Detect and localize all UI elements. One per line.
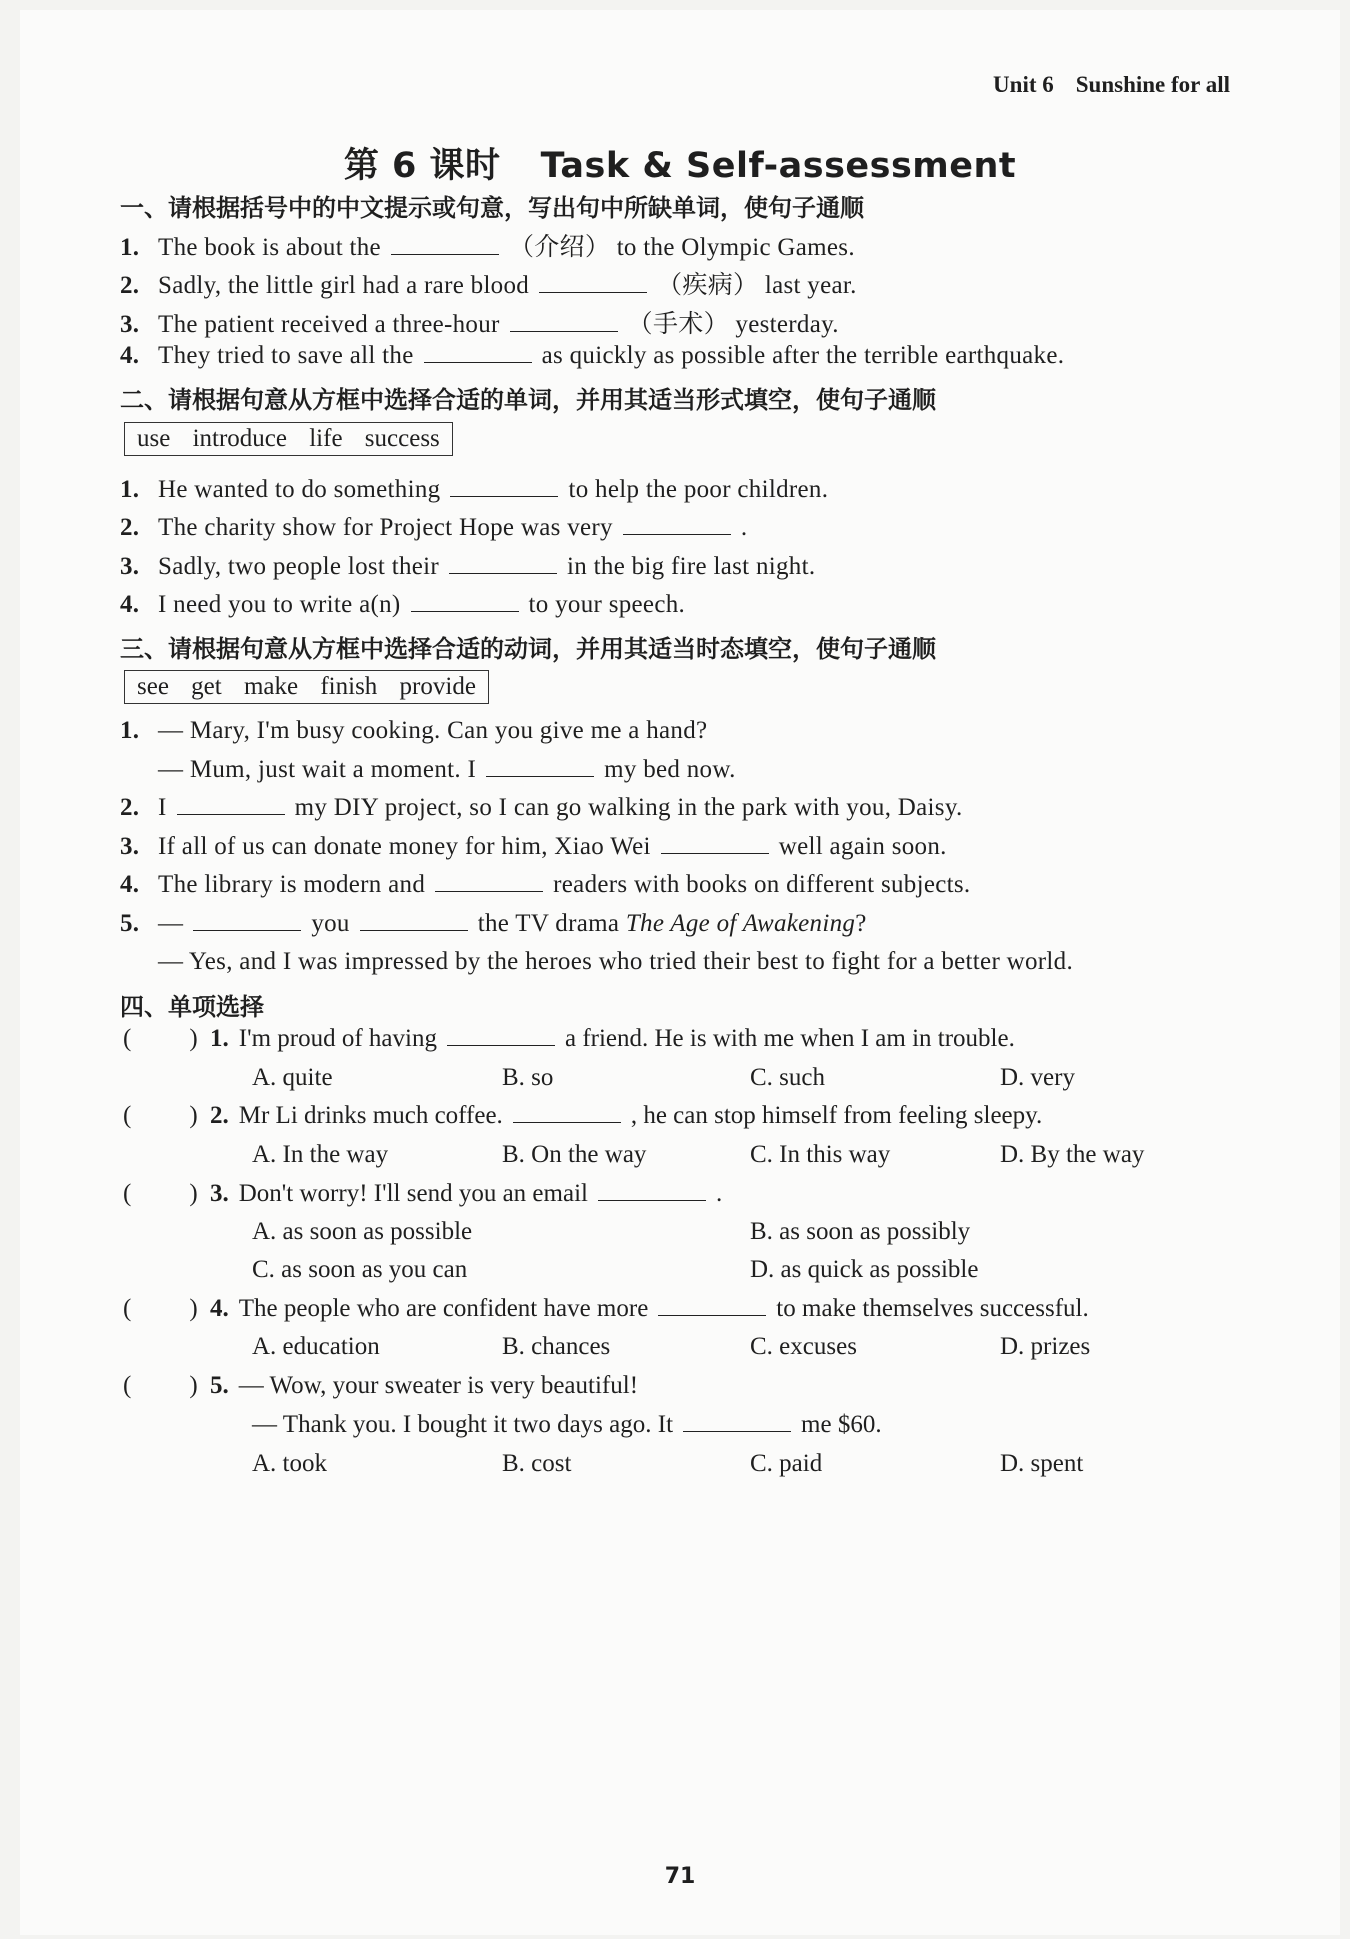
answer-blank[interactable] [539,291,647,293]
word-box: use introduce life success [124,422,453,456]
answer-blank[interactable] [449,572,557,574]
s3-item-1a: 1. — Mary, I'm busy cooking. Can you give me a hand? [120,717,708,744]
section2-heading: 二、请根据句意从方框中选择合适的单词，并用其适当形式填空，使句子通顺 [120,386,936,414]
s4-q4: 4. The people who are confident have more to make themselves successful. [210,1295,1089,1322]
s2-item-1: 1. He wanted to do something to help the poor children. [120,476,829,503]
answer-blank[interactable] [598,1199,706,1201]
s2-item-2: 2. The charity show for Project Hope was very . [120,514,748,541]
answer-blank[interactable] [193,929,301,931]
s2-item-4: 4. I need you to write a(n) to your speech. [120,591,686,618]
s4-q2: 2. Mr Li drinks much coffee. , he can stop himself from feeling sleepy. [210,1102,1043,1129]
answer-blank[interactable] [435,890,543,892]
option-a[interactable]: A. In the way [252,1141,389,1168]
option-d[interactable]: D. as quick as possible [750,1256,979,1283]
option-b[interactable]: B. On the way [502,1141,647,1168]
answer-bracket[interactable]: ( ) [123,1295,198,1322]
option-c[interactable]: C. paid [750,1450,823,1477]
option-a[interactable]: A. took [252,1450,327,1477]
verb-box: see get make finish provide [124,670,489,704]
s4-q5a: 5. — Wow, your sweater is very beautiful! [210,1372,639,1399]
answer-blank[interactable] [177,813,285,815]
answer-blank[interactable] [411,610,519,612]
s2-item-3: 3. Sadly, two people lost their in the big fire last night. [120,553,816,580]
option-c[interactable]: C. excuses [750,1333,857,1360]
option-b[interactable]: B. so [502,1064,554,1091]
page-number: 71 [664,1864,696,1889]
option-c[interactable]: C. In this way [750,1141,891,1168]
option-b[interactable]: B. chances [502,1333,611,1360]
option-d[interactable]: D. very [1000,1064,1075,1091]
option-b[interactable]: B. cost [502,1450,572,1477]
unit-label: Unit 6 [993,72,1054,97]
answer-blank[interactable] [447,1044,555,1046]
s3-item-5b: — Yes, and I was impressed by the heroes who tried their best to fight for a better world. [158,948,1073,975]
s3-item-4: 4. The library is modern and readers with books on different subjects. [120,871,971,898]
section1-heading: 一、请根据括号中的中文提示或句意，写出句中所缺单词，使句子通顺 [120,194,864,222]
lesson-number: 第 6 课时 [343,146,501,186]
lesson-title [20,138,1340,188]
answer-blank[interactable] [486,775,594,777]
option-c[interactable]: C. such [750,1064,825,1091]
s4-q1: 1. I'm proud of having a friend. He is with me when I am in trouble. [210,1025,1015,1052]
answer-blank[interactable] [661,852,769,854]
answer-blank[interactable] [658,1314,766,1316]
s1-item-3: 3. The patient received a three-hour （手术） yesterday. [120,311,839,338]
option-c[interactable]: C. as soon as you can [252,1256,468,1283]
drama-title: The Age of Awakening [625,910,856,937]
s3-item-2: 2. I my DIY project, so I can go walking in the park with you, Daisy. [120,794,963,821]
s1-item-2: 2. Sadly, the little girl had a rare blood （疾病） last year. [120,272,857,299]
answer-blank[interactable] [391,253,499,255]
lesson-topic: Task & Self-assessment [540,146,1017,186]
answer-blank[interactable] [513,1121,621,1123]
s4-q5b: — Thank you. I bought it two days ago. It me $60. [252,1411,882,1438]
answer-blank[interactable] [510,330,618,332]
answer-bracket[interactable]: ( ) [123,1372,198,1399]
answer-bracket[interactable]: ( ) [123,1180,198,1207]
s3-item-5a: 5. — you the TV drama The Age of Awakening? [120,910,867,937]
s3-item-3: 3. If all of us can donate money for him, Xiao Wei well again soon. [120,833,947,860]
option-d[interactable]: D. prizes [1000,1333,1091,1360]
s1-item-4: 4. They tried to save all the as quickly as possible after the terrible earthquake. [120,342,1065,369]
answer-blank[interactable] [623,533,731,535]
unit-title: Sunshine for all [1075,72,1230,97]
answer-bracket[interactable]: ( ) [123,1102,198,1129]
option-d[interactable]: D. spent [1000,1450,1084,1477]
answer-blank[interactable] [360,929,468,931]
s3-item-1b: — Mum, just wait a moment. I my bed now. [158,756,736,783]
option-b[interactable]: B. as soon as possibly [750,1218,971,1245]
answer-blank[interactable] [683,1430,791,1432]
workbook-page [20,10,1340,1935]
option-d[interactable]: D. By the way [1000,1141,1145,1168]
option-a[interactable]: A. as soon as possible [252,1218,473,1245]
unit-header [993,72,1230,98]
section3-heading: 三、请根据句意从方框中选择合适的动词，并用其适当时态填空，使句子通顺 [120,635,936,663]
option-a[interactable]: A. quite [252,1064,333,1091]
answer-blank[interactable] [424,361,532,363]
answer-bracket[interactable]: ( ) [123,1025,198,1052]
section4-heading: 四、单项选择 [120,993,264,1021]
answer-blank[interactable] [450,495,558,497]
option-a[interactable]: A. education [252,1333,380,1360]
s1-item-1: 1. The book is about the （介绍） to the Olympic Games. [120,234,855,261]
s4-q3: 3. Don't worry! I'll send you an email . [210,1180,723,1207]
